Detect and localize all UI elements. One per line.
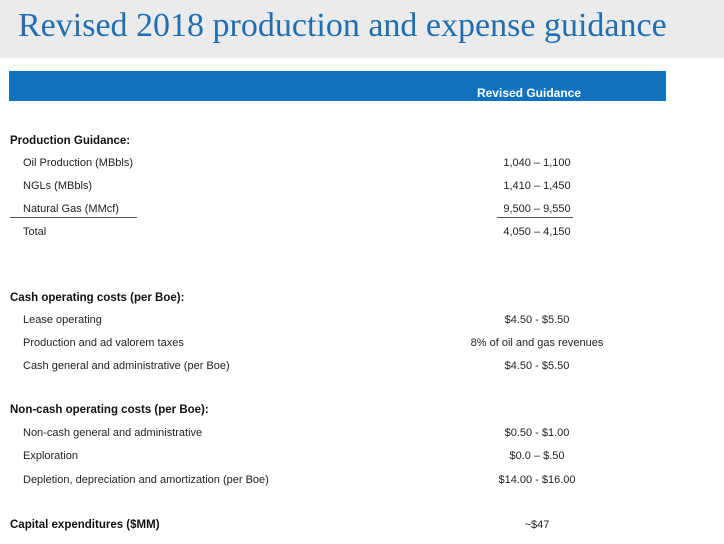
column-header-revised-guidance: Revised Guidance <box>476 86 582 100</box>
row-label-production-taxes: Production and ad valorem taxes <box>23 337 184 349</box>
row-value-dd-and-a: $14.00 - $16.00 <box>498 474 576 486</box>
row-value-capex: ~$47 <box>524 519 550 531</box>
row-value-production-taxes: 8% of oil and gas revenues <box>470 337 604 349</box>
row-label-oil-production: Oil Production (MBbls) <box>23 157 134 169</box>
row-label-exploration: Exploration <box>23 450 79 462</box>
row-value-ngls: 1,410 – 1,450 <box>503 180 571 192</box>
row-value-oil-production: 1,040 – 1,100 <box>503 157 571 169</box>
row-value-exploration: $0.0 – $.50 <box>509 450 565 462</box>
row-value-total: 4,050 – 4,150 <box>503 226 571 238</box>
row-value-noncash-g-and-a: $0.50 - $1.00 <box>504 427 570 439</box>
row-label-lease-operating: Lease operating <box>23 314 102 326</box>
natural-gas-label-underline <box>10 217 137 218</box>
row-value-cash-g-and-a: $4.50 - $5.50 <box>504 360 570 372</box>
row-value-natural-gas: 9,500 – 9,550 <box>503 203 571 215</box>
row-label-total: Total <box>23 226 47 238</box>
row-label-dd-and-a: Depletion, depreciation and amortization (per Boe) <box>23 474 269 486</box>
row-label-noncash-g-and-a: Non-cash general and administrative <box>23 427 203 439</box>
section-heading-cash-costs: Cash operating costs (per Boe): <box>10 292 185 304</box>
row-label-natural-gas: Natural Gas (MMcf) <box>23 203 119 215</box>
natural-gas-value-underline <box>497 217 573 218</box>
row-value-lease-operating: $4.50 - $5.50 <box>504 314 570 326</box>
row-label-cash-g-and-a: Cash general and administrative (per Boe) <box>23 360 230 372</box>
section-heading-noncash-costs: Non-cash operating costs (per Boe): <box>10 404 209 416</box>
row-label-ngls: NGLs (MBbls) <box>23 180 93 192</box>
section-heading-production: Production Guidance: <box>10 135 131 147</box>
section-heading-capex: Capital expenditures ($MM) <box>10 519 160 531</box>
page-title: Revised 2018 production and expense guidance <box>18 7 667 44</box>
